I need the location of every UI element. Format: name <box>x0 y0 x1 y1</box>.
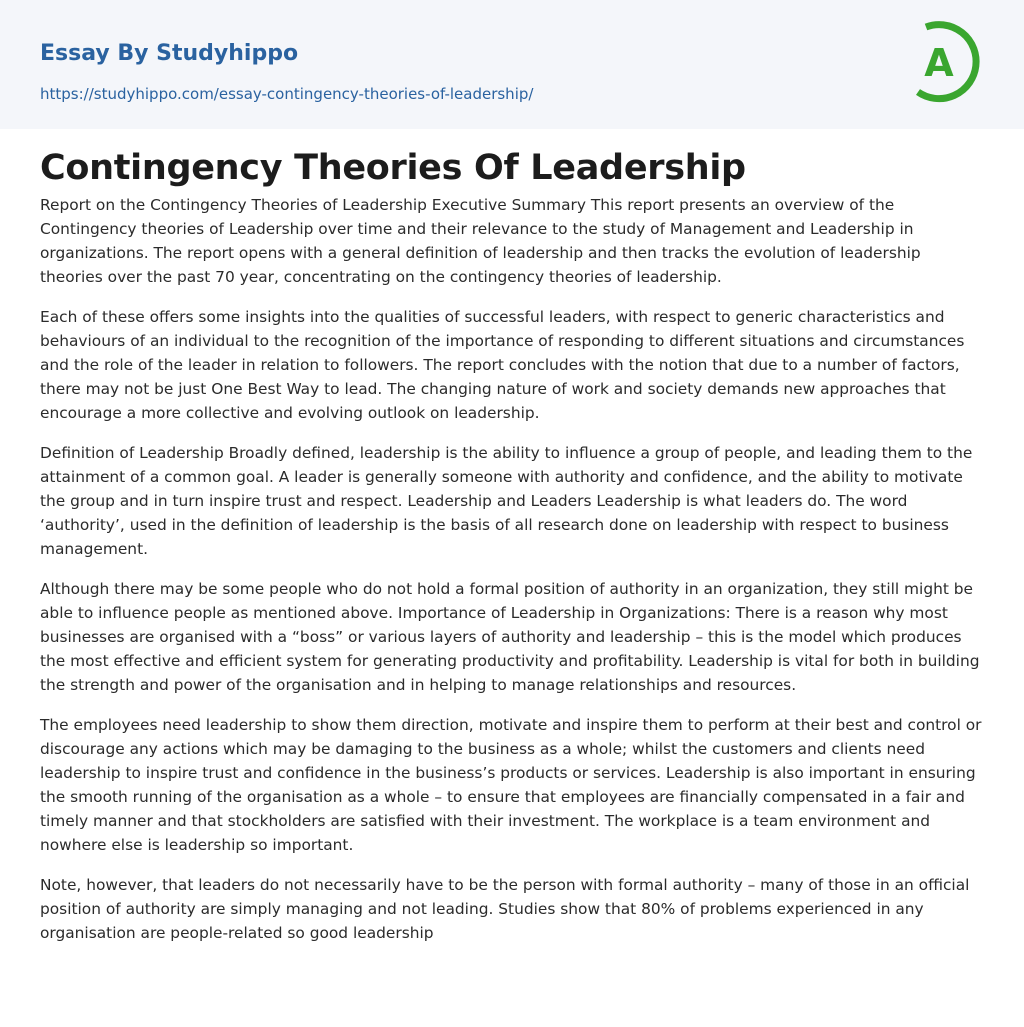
article <box>40 129 985 961</box>
article-paragraph: Note, however, that leaders do not necessarily have to be the person with formal authority – many of those in an official position of authority are simply managing and not leading. Studies show that 80% of problems experienced in any organisation are people-related so good leadership <box>40 876 970 942</box>
essay-url-link[interactable]: https://studyhippo.com/essay-contingency-theories-of-leadership/ <box>40 85 534 103</box>
article-paragraph: Although there may be some people who do not hold a formal position of authority in an organization, they still might be able to influence people as mentioned above. Importance of Leadership in Organizations: There is a reason why most businesses are organised with a “boss” or various layers of authority and leadership – this is the model which produces the most effective and efficient system for generating productivity and profitability. Leadership is vital for both in building the strength and power of the organisation and in helping to manage relationships and resources. <box>40 580 980 694</box>
studyhippo-logo-icon[interactable] <box>912 19 988 105</box>
site-brand[interactable]: Essay By Studyhippo <box>40 41 299 66</box>
article-paragraph: Definition of Leadership Broadly defined, leadership is the ability to influence a group of people, and leading them to the attainment of a common goal. A leader is generally someone with authority and confidence, and the ability to motivate the group and in turn inspire trust and respect. Leadership and Leaders Leadership is what leaders do. The word ‘authority’, used in the definition of leadership is the basis of all research done on leadership with respect to business management. <box>40 444 973 558</box>
article-title: Contingency Theories Of Leadership <box>40 148 746 188</box>
site-header <box>0 0 1024 129</box>
article-paragraph: The employees need leadership to show them direction, motivate and inspire them to perform at their best and control or discourage any actions which may be damaging to the business as a whole; whilst the customers and clients need leadership to inspire trust and confidence in the business’s products or services. Leadership is also important in ensuring the smooth running of the organisation as a whole – to ensure that employees are financially compensated in a fair and timely manner and that stockholders are satisfied with their investment. The workplace is a team environment and nowhere else is leadership so important. <box>40 716 982 854</box>
article-paragraph: Each of these offers some insights into the qualities of successful leaders, with respect to generic characteristics and behaviours of an individual to the recognition of the importance of responding to different situations and circumstances and the role of the leader in relation to followers. The report concludes with the notion that due to a number of factors, there may not be just One Best Way to lead. The changing nature of work and society demands new approaches that encourage a more collective and evolving outlook on leadership. <box>40 308 965 422</box>
article-paragraph: Report on the Contingency Theories of Leadership Executive Summary This report presents an overview of the Contingency theories of Leadership over time and their relevance to the study of Management and Leadership in organizations. The report opens with a general definition of leadership and then tracks the evolution of leadership theories over the past 70 year, concentrating on the contingency theories of leadership. <box>40 196 921 286</box>
logo-letter: A <box>924 41 954 85</box>
